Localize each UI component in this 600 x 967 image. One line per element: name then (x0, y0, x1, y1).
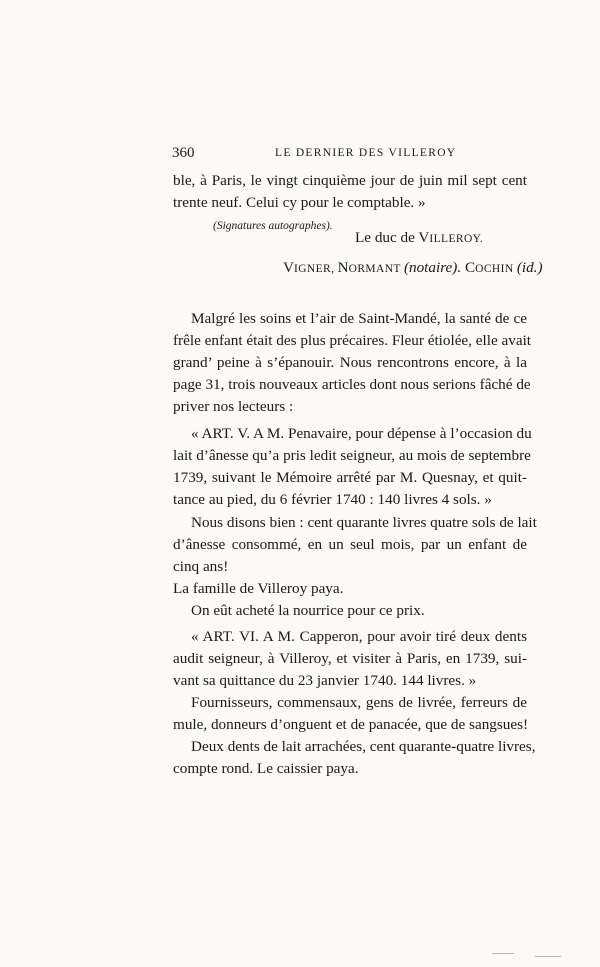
text-line: priver nos lecteurs : (173, 398, 294, 415)
text-line: « ART. V. A M. Penavaire, pour dépense à l’occasion du (191, 425, 532, 442)
text-line: lait d’ânesse qu’a pris ledit seigneur, au mois de septembre (173, 447, 531, 464)
text-line: cinq ans! (173, 558, 229, 575)
signatures-label: (Signatures autographes). (213, 220, 333, 232)
text-line: Malgré les soins et l’air de Saint-Mandé, la santé de ce (191, 310, 527, 327)
paragraph-saint-mande (173, 308, 532, 418)
bottom-mark (492, 953, 514, 954)
text-line: On eût acheté la nourrice pour ce prix. (191, 602, 425, 619)
text-line: frêle enfant était des plus précaires. Fleur étiolée, elle avait (173, 332, 532, 349)
paragraph-nous-disons (173, 512, 537, 622)
text-line: audit seigneur, à Villeroy, et visiter à Paris, en 1739, sui- (173, 650, 527, 667)
text-line: La famille de Villeroy paya. (173, 580, 344, 597)
signature-duc: Le duc de VILLEROY. (355, 229, 484, 246)
text-line: vant sa quittance du 23 janvier 1740. 144 livres. » (173, 672, 477, 689)
text-line: Nous disons bien : cent quarante livres quatre sols de lait (191, 514, 537, 531)
text-line: page 31, trois nouveaux articles dont nous serions fâché de (173, 376, 531, 393)
bottom-mark (535, 956, 561, 957)
text-line: Deux dents de lait arrachées, cent quarante-quatre livres, (191, 738, 536, 755)
paragraph-fournisseurs (173, 692, 536, 780)
article-v (173, 423, 532, 511)
text-line: trente neuf. Celui cy pour le comptable. » (173, 194, 426, 211)
text-line: 1739, suivant le Mémoire arrêté par M. Quesnay, et quit- (173, 469, 527, 486)
signature-others: VIGNER, NORMANT (notaire). COCHIN (id.) (283, 259, 543, 276)
text-line: d’ânesse consommé, en un seul mois, par un enfant de (173, 536, 527, 553)
top-text (173, 170, 527, 214)
text-line: compte rond. Le caissier paya. (173, 760, 359, 777)
text-line: Fournisseurs, commensaux, gens de livrée, ferreurs de (191, 694, 527, 711)
text-line: tance au pied, du 6 février 1740 : 140 livres 4 sols. » (173, 491, 492, 508)
running-title: LE DERNIER DES VILLEROY (275, 147, 457, 159)
text-line: ble, à Paris, le vingt cinquième jour de juin mil sept cent (173, 172, 527, 189)
page-number: 360 (172, 145, 195, 161)
text-line: mule, donneurs d’onguent et de panacée, que de sangsues! (173, 716, 529, 733)
text-line: grand’ peine à s’épanouir. Nous rencontrons encore, à la (173, 354, 527, 371)
text-line: « ART. VI. A M. Capperon, pour avoir tiré deux dents (191, 628, 527, 645)
article-vi (173, 626, 527, 692)
